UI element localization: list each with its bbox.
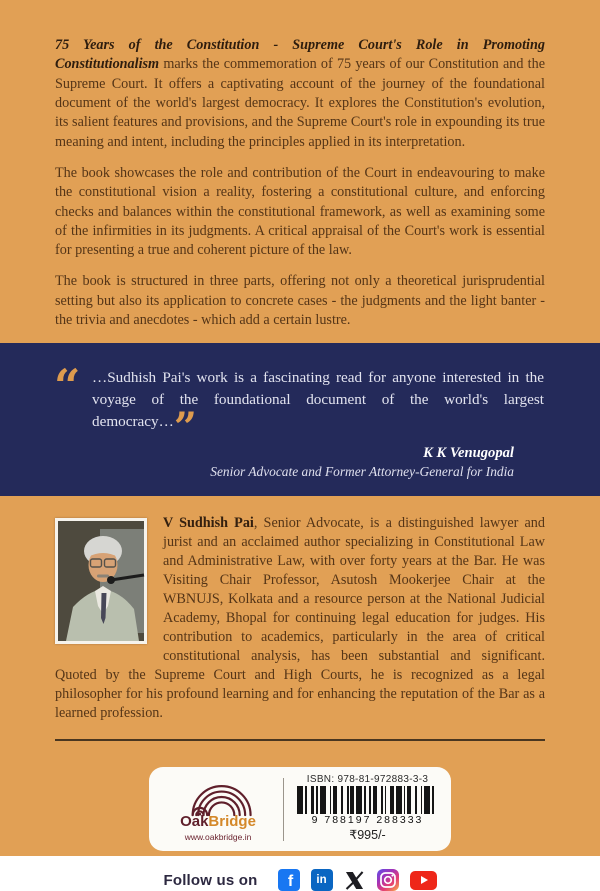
synopsis-paragraph-3: The book is structured in three parts, offering not only a theoretical jurisprudential setting but also its application to concrete cases - the judgments and the light banter - the trivia and anecdotes - which add a certain lustre. [55,273,545,329]
x-glyph [345,871,364,890]
barcode-icon [297,786,437,814]
oakbridge-rings-icon [180,778,256,816]
endorsement-quote [0,343,600,496]
follow-us-label: Follow us on [163,871,258,889]
author-photo [55,518,147,644]
synopsis-paragraph-2: The book showcases the role and contribution of the Court in endeavouring to make the constitutional vision a reality, fostering a constitutional culture, and enforcing checks and balances within the constitutional framework, as well as examining some of the infirmities in its judgments. A critical appraisal of the Court's work is essential for presenting a true and coherent picture of the law. [55,164,545,259]
facebook-f-glyph: f [287,873,294,891]
quote-attribution [92,445,544,480]
publisher-card [149,767,451,851]
publisher-logo [159,774,277,845]
synopsis-paragraph-1 [55,36,545,152]
logo-bridge: Bridge [208,812,256,830]
open-quote-icon: “ [54,359,81,414]
instagram-camera-glyph [377,869,399,891]
author-bio [55,514,545,723]
synopsis [0,0,600,330]
author-bio-text: , Senior Advocate, is a distinguished lawyer and jurist and an acclaimed author specializing in Constitutional Law and Administrative Law, with over forty years at the Bar. He was Visiting Chair Professor, Asutosh Mookerjee Chair at the WBNUJS, Kolkata and a resource person at the National Judicial Academy, Bhopal for continuing legal education for judges. His contribution to academics, particularly in the area of critical constitutional analysis, has been substantial and significant. Quoted by the Supreme Court and High Courts, he is recognized as a legal philosopher for his profound learning and for enhancing the reputation of the Bar as a learned profession. [55,515,545,722]
author-name: V Sudhish Pai [163,515,254,532]
isbn-barcode-block [292,774,443,845]
instagram-icon[interactable] [377,869,399,891]
price: ₹995/- [349,828,386,843]
quote-author-title: Senior Advocate and Former Attorney-General for India [210,464,514,480]
card-divider-line [283,778,284,841]
facebook-icon[interactable] [278,869,300,891]
author-photo-image [58,521,144,641]
x-twitter-icon[interactable] [344,869,366,891]
publisher-website[interactable]: www.oakbridge.in [184,831,252,842]
synopsis-text-1: marks the commemoration of 75 years of our Constitution and the Supreme Court. It offers a captivating account of the journey of the foundational document of the world's largest democracy. It explores the Constitution's evolution, its salient features and provisions, and the Supreme Court's role in expounding its true meaning and intent, including the principles applied in its interpretation. [55,56,546,150]
publisher-name [180,814,256,829]
linkedin-icon[interactable] [311,869,333,891]
youtube-icon[interactable] [410,871,437,890]
quote-author-name: K K Venugopal [423,445,514,462]
barcode-digits: 9 788197 288333 [311,814,424,827]
divider-line [55,739,545,741]
quote-paragraph [54,359,544,451]
social-footer [0,869,600,891]
isbn-number: ISBN: 978-81-972883-3-3 [306,774,429,786]
close-quote-icon: ” [173,403,197,451]
quote-text: …Sudhish Pai's work is a fascinating read for anyone interested in the voyage of the foundational document of the world's largest democracy… [92,369,544,430]
linkedin-in-glyph: in [316,874,327,887]
play-glyph [421,876,428,884]
book-title: 75 Years of the Constitution - Supreme Court's Role in Promoting Constitutionalism [55,37,545,73]
logo-oak: Oak [180,812,209,830]
